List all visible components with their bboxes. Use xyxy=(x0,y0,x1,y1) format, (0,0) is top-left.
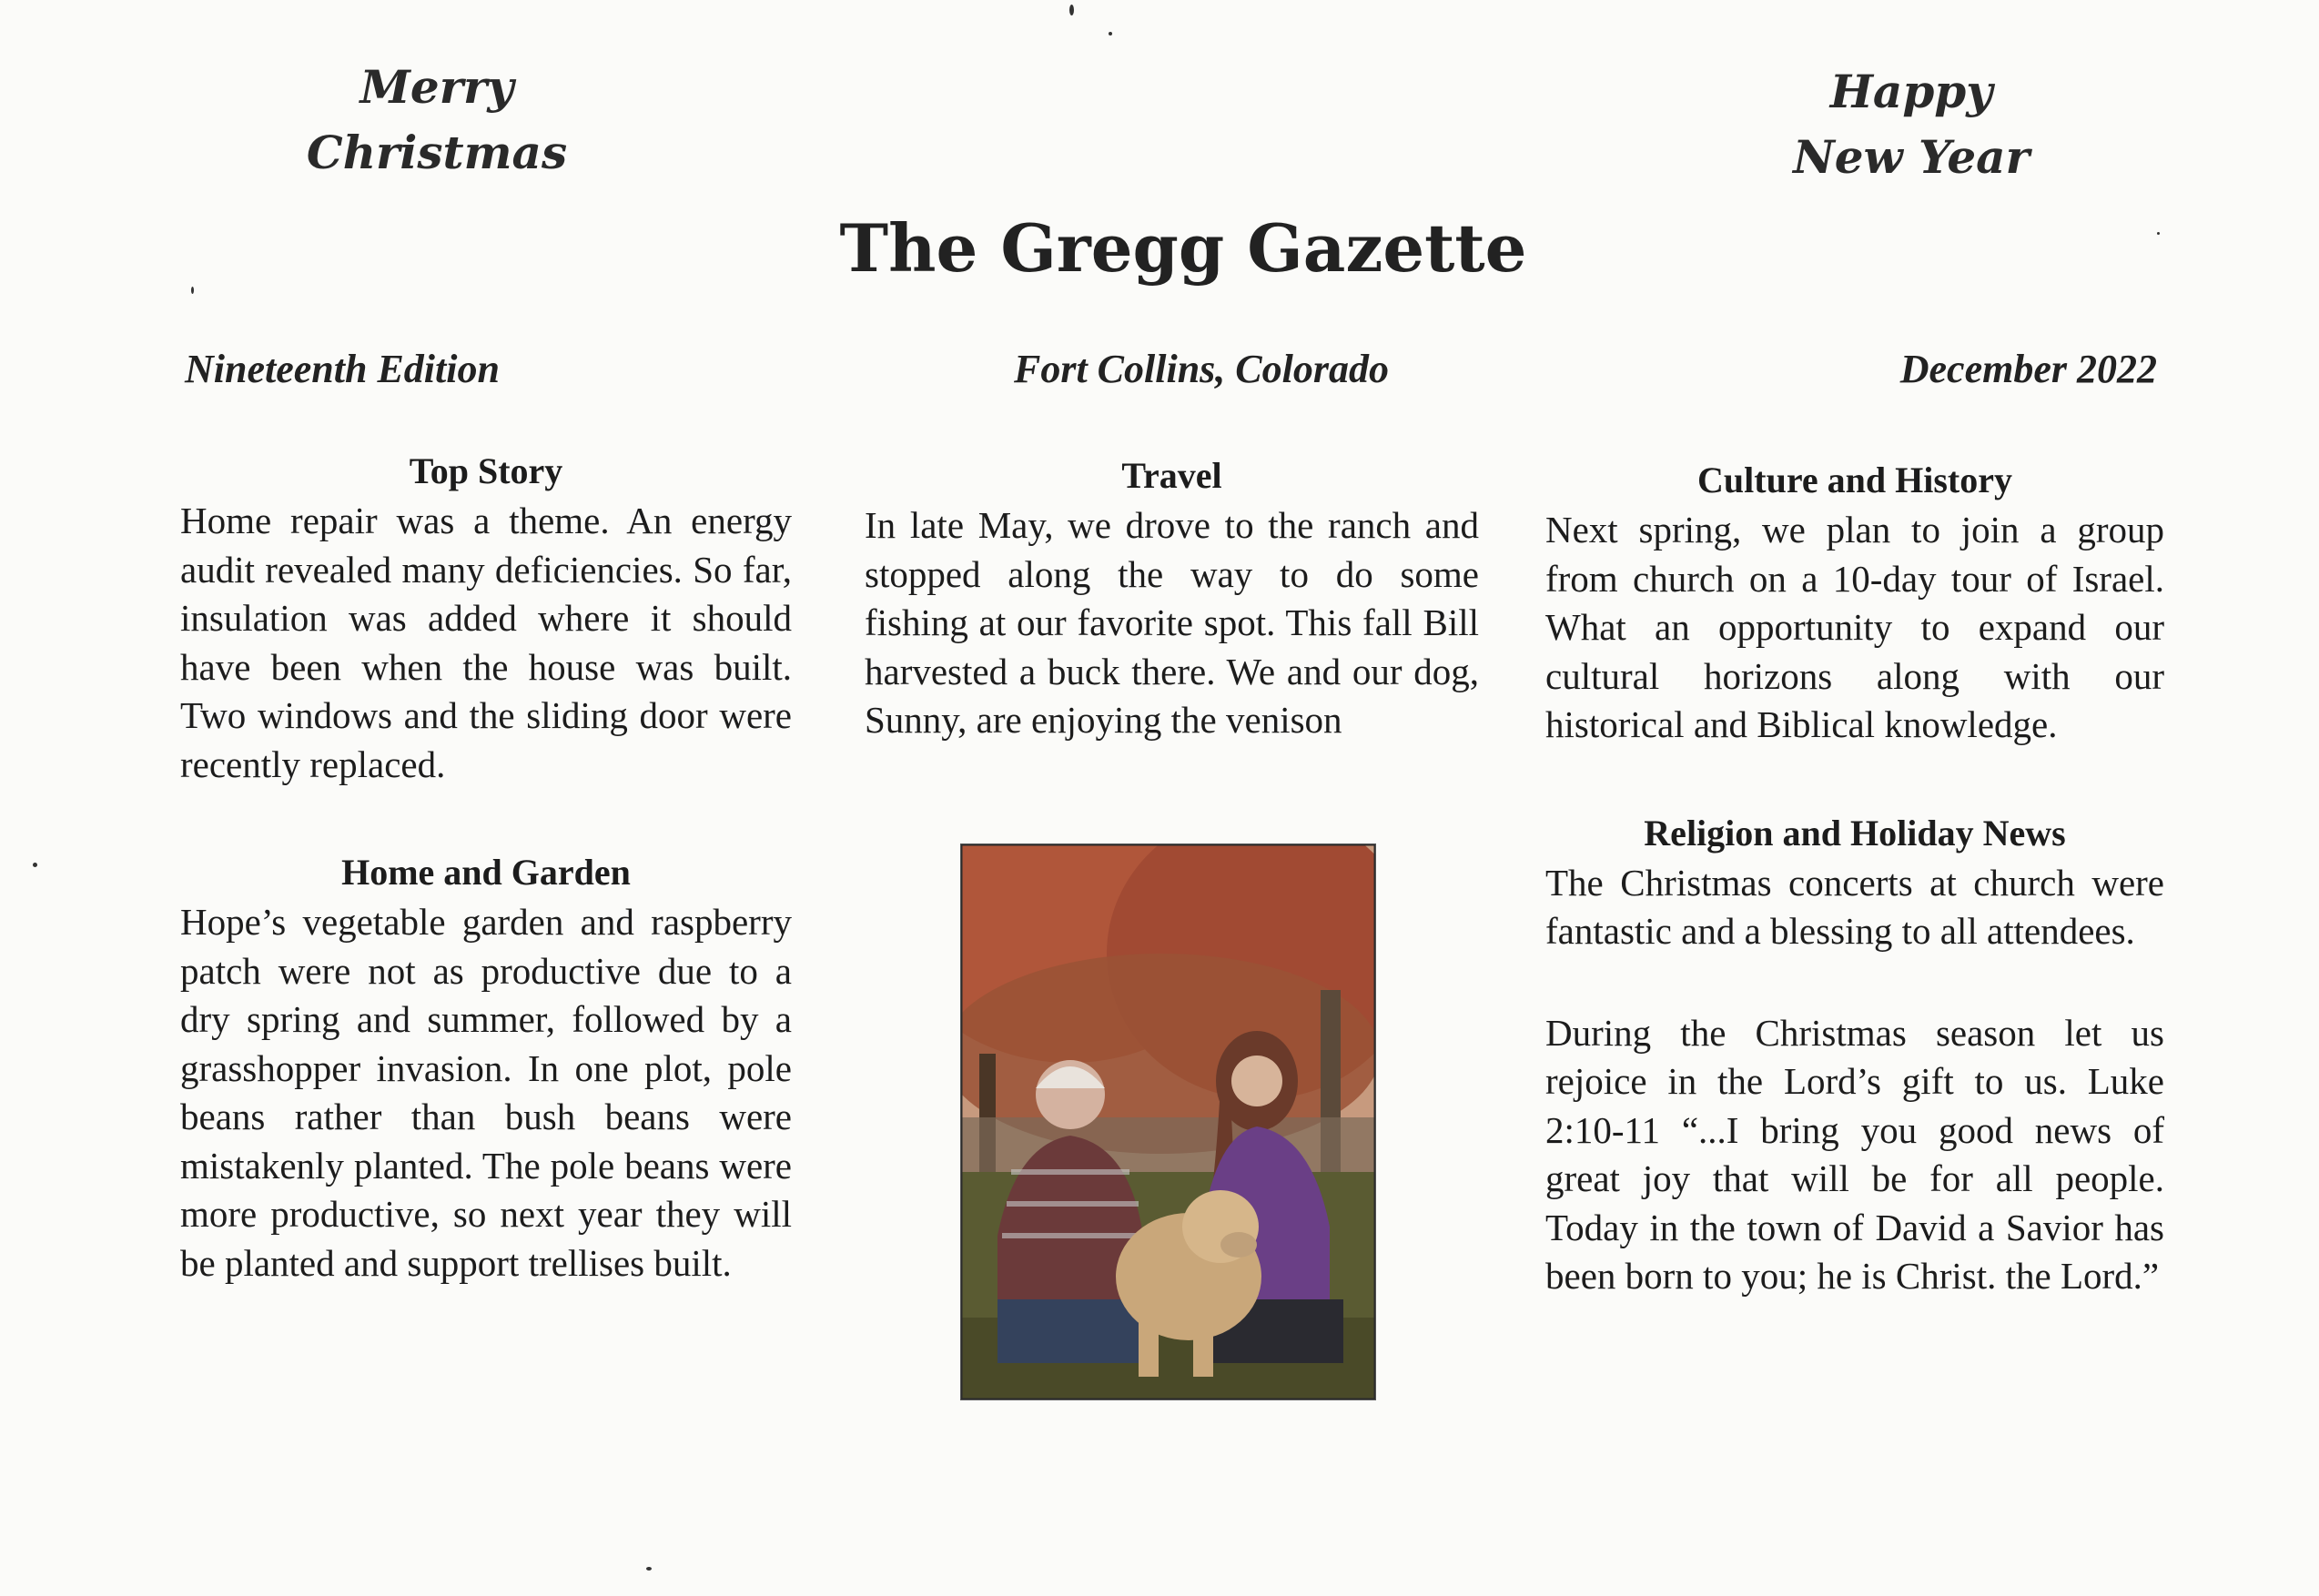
edition-label: Nineteenth Edition xyxy=(185,347,500,391)
greeting-line: Christmas xyxy=(306,126,568,179)
greeting-line: Happy xyxy=(1829,65,1993,118)
section-body-culture: Next spring, we plan to join a group from church on a 10-day tour of Israel. What an opportunity to expand our cultural horizons along with our historical and Biblical knowledge. xyxy=(1545,509,2164,745)
newsletter-title: The Gregg Gazette xyxy=(839,209,1527,287)
section-heading-culture: Culture and History xyxy=(1697,460,2012,500)
location-label: Fort Collins, Colorado xyxy=(1013,347,1389,391)
section-heading-religion: Religion and Holiday News xyxy=(1644,812,2066,854)
scan-speck xyxy=(1069,5,1074,15)
column-right xyxy=(1545,455,2164,1301)
section-body-religion: The Christmas concerts at church were fantastic and a blessing to all attendees. xyxy=(1545,861,2164,952)
section-heading-home-garden: Home and Garden xyxy=(341,852,631,893)
section-heading-top-story: Top Story xyxy=(409,450,563,491)
date-label: December 2022 xyxy=(1899,347,2157,391)
section-body-top-story: Home repair was a theme. An energy audit revealed many deficiencies. So far, insulation was added where it should have been when the house was built. Two windows and the sliding door were recently replaced. xyxy=(180,500,792,785)
section-heading-travel: Travel xyxy=(1121,455,1222,496)
greeting-line: New Year xyxy=(1793,130,2030,184)
scan-speck xyxy=(646,1567,652,1571)
section-body-travel: In late May, we drove to the ranch and stopped along the way to do some fishing at our favorite spot. This fall Bill harvested a buck there. We and our dog, Sunny, are enjoying the venison xyxy=(865,504,1479,741)
section-body-home-garden: Hope’s vegetable garden and raspberry patch were not as productive due to a dry spring and summer, followed by a grasshopper invasion. In one plot, pole beans rather than bush beans were mistakenly planted. The pole beans were more productive, so next year they will be planted and support trellises built. xyxy=(180,901,792,1284)
scan-speck xyxy=(2157,232,2160,235)
greeting-line: Merry xyxy=(359,60,514,114)
scan-speck xyxy=(33,863,37,867)
column-middle xyxy=(865,450,1479,745)
greeting-happy-new-year xyxy=(1729,59,2093,190)
column-left xyxy=(180,446,792,1288)
scan-speck xyxy=(1109,32,1112,35)
section-body-religion-verse: During the Christmas season let us rejoice in the Lord’s gift to us. Luke 2:10-11 “...I bring you good news of great joy that will be for all people. Today in the town of David a Savior has been born to you; he is Christ. the Lord.” xyxy=(1545,1011,2164,1297)
scan-speck xyxy=(191,287,194,294)
greeting-merry-christmas xyxy=(273,55,601,186)
family-photo xyxy=(960,843,1376,1400)
